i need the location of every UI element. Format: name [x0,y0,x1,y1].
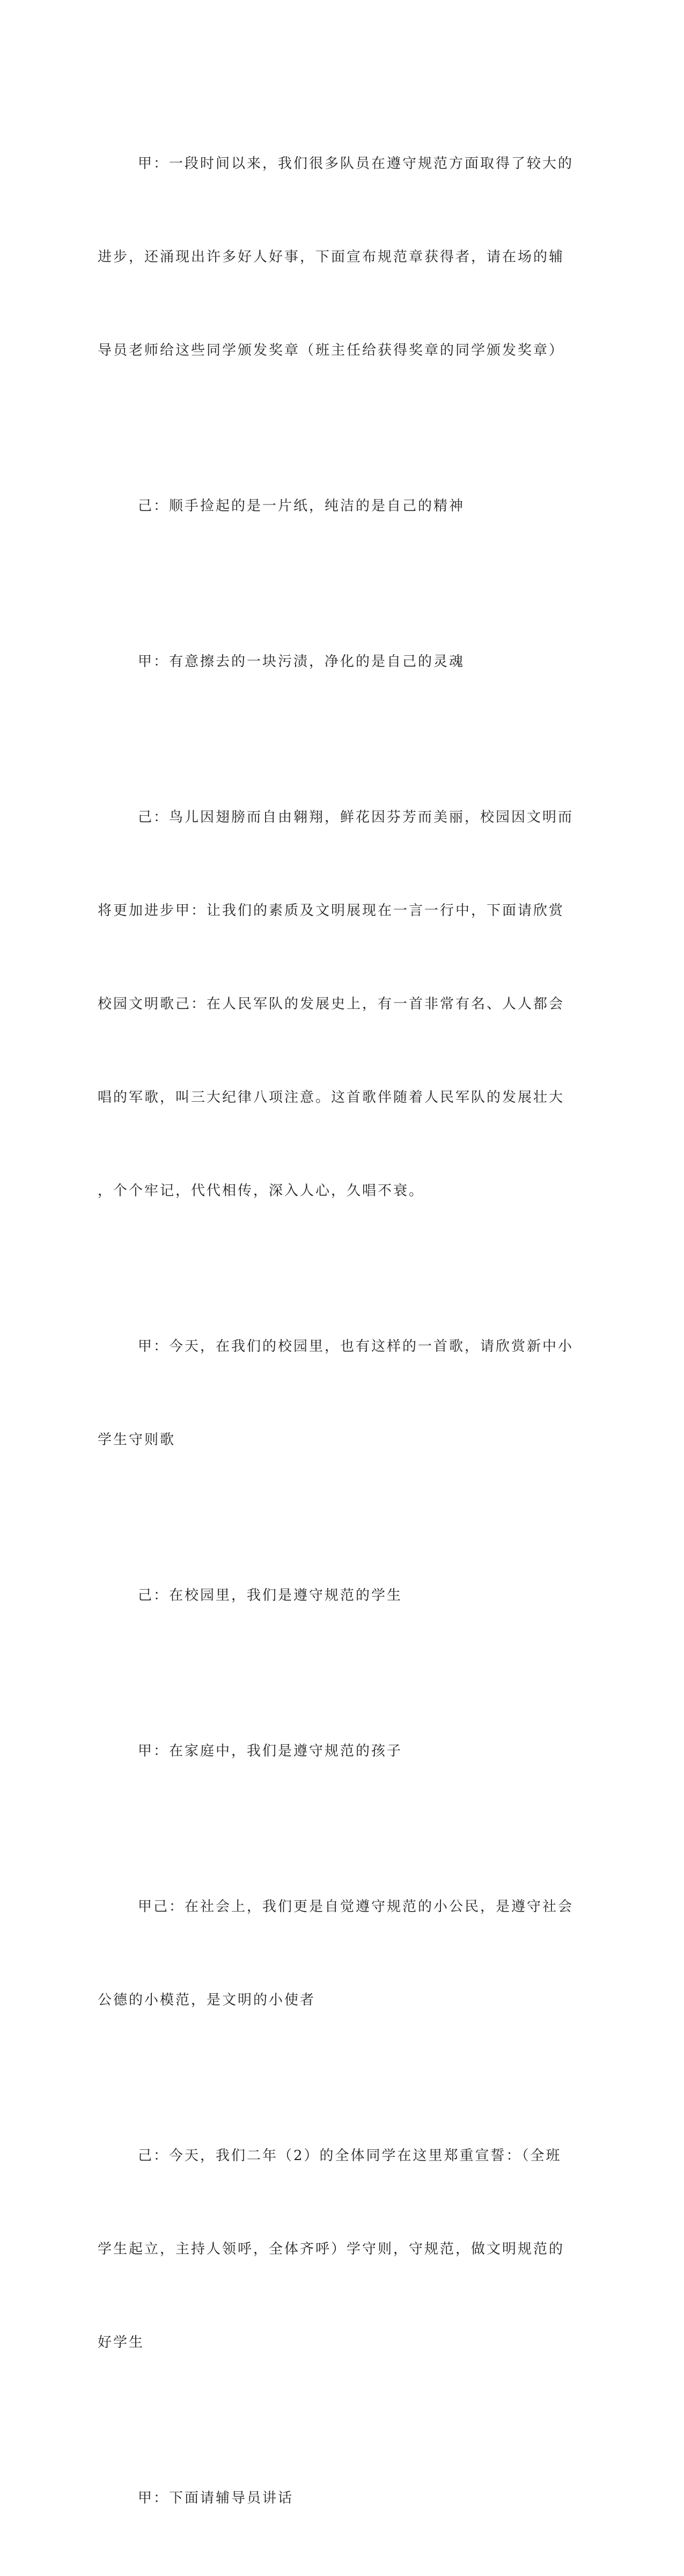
paragraph-line: 学生守则歌 [98,1432,176,1448]
paragraph-line: 唱的军歌，叫三大纪律八项注意。这首歌伴随着人民军队的发展壮大 [98,1089,565,1106]
paragraph-line: 进步，还涌现出许多好人好事，下面宣布规范章获得者，请在场的辅 [98,249,565,265]
paragraph-line: 己：顺手捡起的是一片纸，纯洁的是自己的精神 [138,498,465,514]
paragraph-line: 导员老师给这些同学颁发奖章（班主任给获得奖章的同学颁发奖章） [98,342,565,358]
paragraph-6 [98,1518,559,1673]
paragraph-line: 甲：在家庭中，我们是遵守规范的孩子 [138,1743,403,1759]
paragraph-line: 学生起立，主持人领呼，全体齐呼）学守则，守规范，做文明规范的 [98,2241,565,2257]
paragraph-line: 己：鸟儿因翅膀而自由翱翔，鲜花因芬芳而美丽，校园因文明而 [138,809,574,825]
paragraph-line: 公德的小模范，是文明的小使者 [98,1992,316,2008]
paragraph-8 [98,1829,574,2078]
paragraph-10 [98,2420,559,2576]
paragraph-5 [98,1269,574,1518]
document-body [98,86,574,2576]
paragraph-line: 己：今天，我们二年（2）的全体同学在这里郑重宣誓：（全班 [138,2148,562,2164]
paragraph-line: ，个个牢记，代代相传，深入人心，久唱不衰。 [98,1183,425,1199]
paragraph-line: 甲己：在社会上，我们更是自觉遵守规范的小公民，是遵守社会 [138,1899,574,1915]
paragraph-line: 己：在校园里，我们是遵守规范的学生 [138,1587,403,1604]
paragraph-3 [98,584,559,740]
paragraph-4 [98,740,574,1269]
paragraph-line: 将更加进步甲：让我们的素质及文明展现在一言一行中，下面请欣赏 [98,903,565,919]
paragraph-line: 甲：有意擦去的一块污渍，净化的是自己的灵魂 [138,654,465,670]
paragraph-9 [98,2078,565,2420]
paragraph-line: 校园文明歌己：在人民军队的发展史上，有一首非常有名、人人都会 [98,996,565,1012]
paragraph-line: 甲：下面请辅导员讲话 [138,2490,294,2506]
paragraph-1 [98,86,574,428]
paragraph-line: 好学生 [98,2334,145,2351]
paragraph-2 [98,428,559,584]
paragraph-line: 甲：一段时间以来，我们很多队员在遵守规范方面取得了较大的 [138,156,574,172]
paragraph-line: 甲：今天，在我们的校园里，也有这样的一首歌，请欣赏新中小 [138,1338,574,1355]
paragraph-7 [98,1673,559,1829]
